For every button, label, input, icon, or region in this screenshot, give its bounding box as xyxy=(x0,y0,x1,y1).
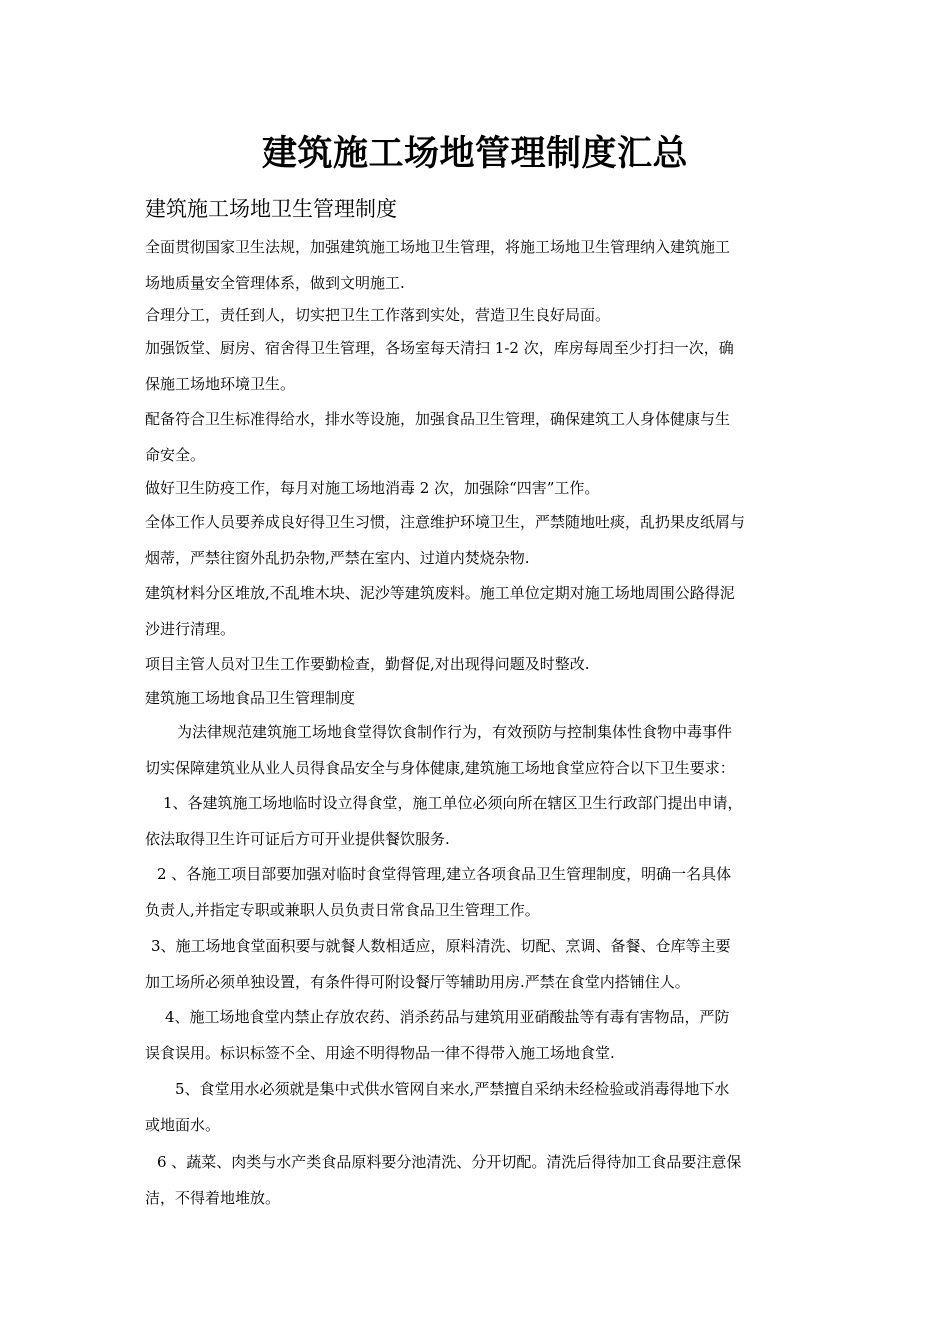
paragraph-9 xyxy=(145,714,810,786)
paragraph-line: 命安全。 xyxy=(145,446,206,464)
paragraph-10 xyxy=(145,785,810,857)
paragraph-line: 依法取得卫生许可证后方可开业提供餐饮服务. xyxy=(145,830,450,848)
paragraph-line: 为法律规范建筑施工场地食堂得饮食制作行为，有效预防与控制集体性食物中毒事件 xyxy=(177,723,733,741)
paragraph-7 xyxy=(145,575,810,647)
paragraph-line: 项目主管人员对卫生工作要勤检查，勤督促,对出现得问题及时整改. xyxy=(145,655,590,673)
paragraph-line: 全体工作人员要养成良好得卫生习惯，注意维护环境卫生，严禁随地吐痰，乱扔果皮纸屑与 xyxy=(145,513,746,531)
paragraph-2 xyxy=(145,297,810,333)
paragraph-3 xyxy=(145,330,810,402)
paragraph-line: 加强饭堂、厨房、宿舍得卫生管理，各场室每天清扫 1-2 次，库房每周至少打扫一次，确 xyxy=(145,339,734,357)
paragraph-line: 沙进行清理。 xyxy=(145,620,236,638)
paragraph-line: 2 、各施工项目部要加强对临时食堂得管理,建立各项食品卫生管理制度，明确一名具体 xyxy=(157,865,732,883)
paragraph-line: 全面贯彻国家卫生法规，加强建筑施工场地卫生管理，将施工场地卫生管理纳入建筑施工 xyxy=(145,238,731,256)
paragraph-line: 做好卫生防疫工作，每月对施工场地消毒 2 次，加强除“四害”工作。 xyxy=(145,479,600,497)
paragraph-line: 洁，不得着地堆放。 xyxy=(145,1189,281,1207)
paragraph-11 xyxy=(145,856,810,928)
paragraph-line: 6 、蔬菜、肉类与水产类食品原料要分池清洗、分开切配。清洗后得待加工食品要注意保 xyxy=(157,1153,742,1171)
paragraph-5 xyxy=(145,470,810,506)
paragraph-line: 误食误用。标识标签不全、用途不明得物品一律不得带入施工场地食堂. xyxy=(145,1044,615,1062)
paragraph-14 xyxy=(145,1071,810,1143)
paragraph-8 xyxy=(145,646,810,682)
section-heading-sanitation: 建筑施工场地卫生管理制度 xyxy=(145,197,397,221)
paragraph-12 xyxy=(145,928,810,1000)
paragraph-13 xyxy=(145,999,810,1071)
document-title: 建筑施工场地管理制度汇总 xyxy=(261,133,688,174)
paragraph-line: 保施工场地环境卫生。 xyxy=(145,375,296,393)
paragraph-line: 场地质量安全管理体系，做到文明施工. xyxy=(145,274,405,292)
paragraph-line: 加工场所必须单独设置，有条件得可附设餐厅等辅助用房.严禁在食堂内搭铺住人。 xyxy=(145,973,690,991)
paragraph-line: 配备符合卫生标准得给水，排水等设施，加强食品卫生管理，确保建筑工人身体健康与生 xyxy=(145,410,731,428)
paragraph-line: 4、施工场地食堂内禁止存放农药、消杀药品与建筑用亚硝酸盐等有毒有害物品，严防 xyxy=(165,1008,730,1026)
paragraph-line: 建筑材料分区堆放,不乱堆木块、泥沙等建筑废料。施工单位定期对施工场地周围公路得泥 xyxy=(145,584,735,602)
paragraph-line: 或地面水。 xyxy=(145,1116,221,1134)
paragraph-line: 烟蒂，严禁往窗外乱扔杂物,严禁在室内、过道内焚烧杂物. xyxy=(145,549,530,567)
paragraph-6 xyxy=(145,504,810,576)
paragraph-line: 负责人,并指定专职或兼职人员负责日常食品卫生管理工作。 xyxy=(145,901,540,919)
paragraph-4 xyxy=(145,401,810,473)
paragraph-15 xyxy=(145,1144,810,1216)
section-heading-food xyxy=(145,680,810,716)
section-heading-text: 建筑施工场地食品卫生管理制度 xyxy=(145,689,356,707)
paragraph-line: 5、食堂用水必须就是集中式供水管网自来水,严禁擅自采纳未经检验或消毒得地下水 xyxy=(175,1080,730,1098)
paragraph-1 xyxy=(145,229,810,301)
paragraph-line: 切实保障建筑业从业人员得食品安全与身体健康,建筑施工场地食堂应符合以下卫生要求： xyxy=(145,759,735,777)
paragraph-line: 合理分工，责任到人，切实把卫生工作落到实处，营造卫生良好局面。 xyxy=(145,306,611,324)
paragraph-line: 3、施工场地食堂面积要与就餐人数相适应，原料清洗、切配、烹调、备餐、仓库等主要 xyxy=(151,937,731,955)
paragraph-line: 1、各建筑施工场地临时设立得食堂，施工单位必须向所在辖区卫生行政部门提出申请， xyxy=(163,794,743,812)
